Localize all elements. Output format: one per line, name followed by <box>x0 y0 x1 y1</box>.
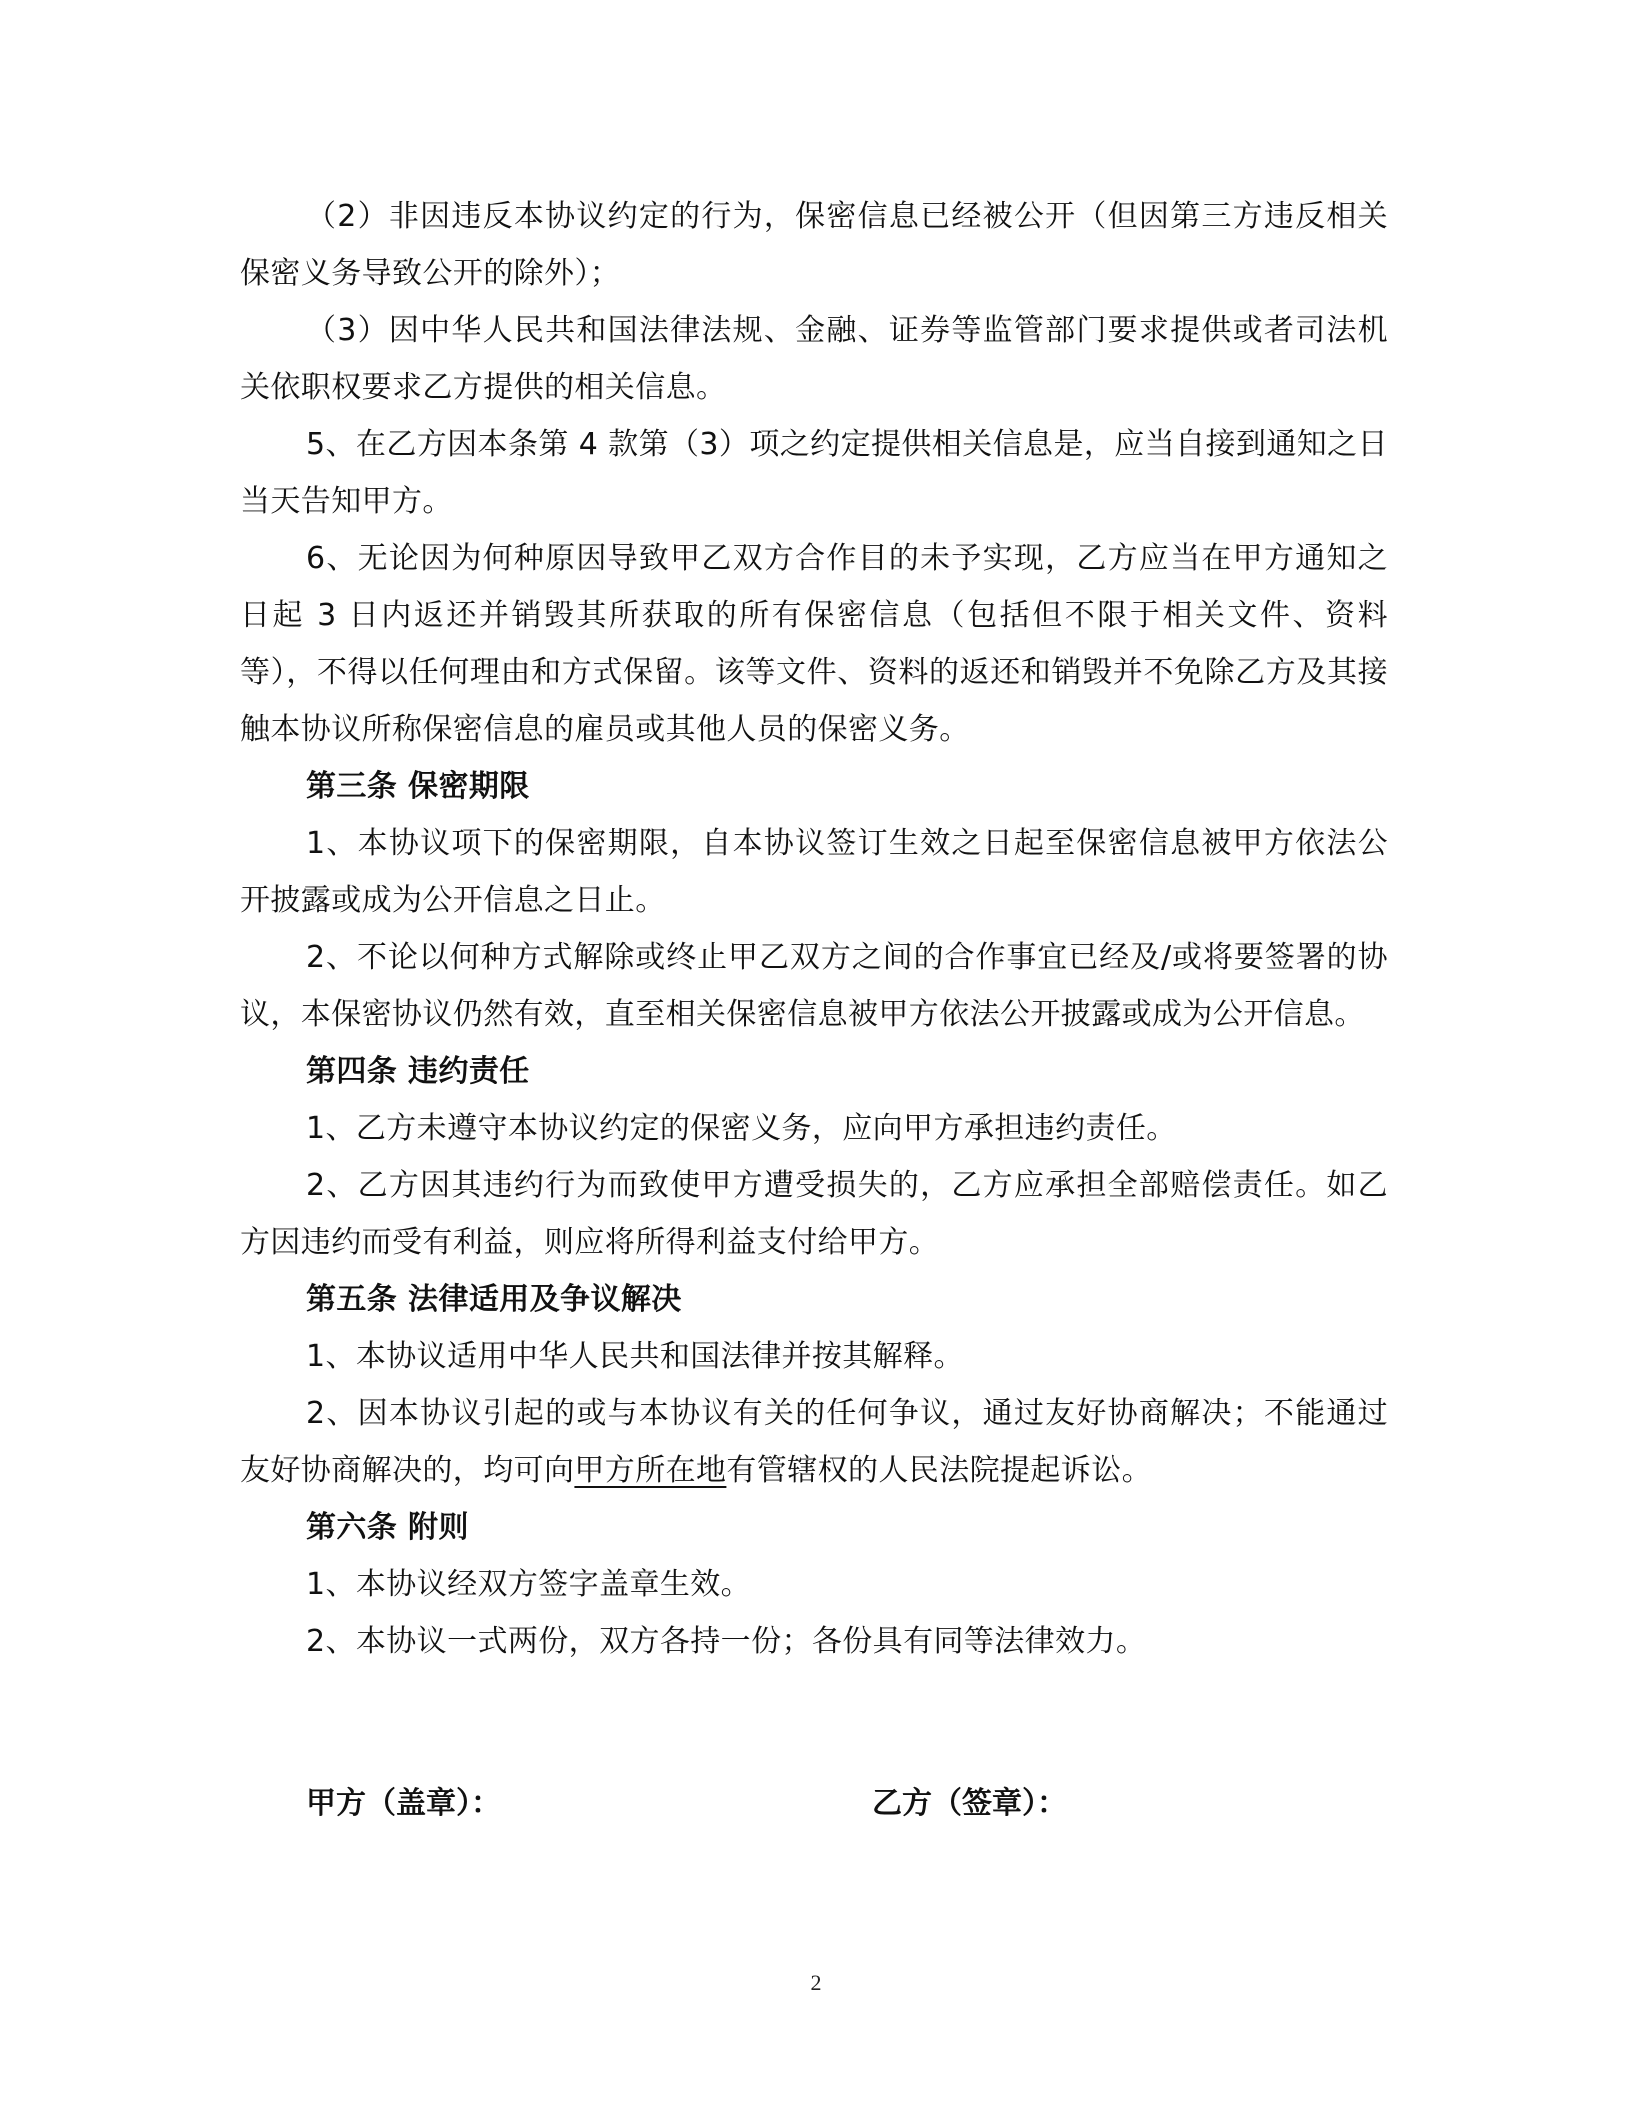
section-heading: 第四条 违约责任 <box>306 1054 530 1089</box>
clause-paragraph: 5、在乙方因本条第 4 款第（3）项之约定提供相关信息是，应当自接到通知之日当天告知甲方。 <box>240 427 1388 519</box>
dispute-resolution-paragraph <box>240 1385 1388 1499</box>
clause-paragraph: 1、乙方未遵守本协议约定的保密义务，应向甲方承担违约责任。 <box>306 1111 1177 1146</box>
section-heading: 第三条 保密期限 <box>306 769 530 804</box>
signature-row <box>306 1778 1306 1838</box>
party-a-seal-label: 甲方（盖章）： <box>306 1786 501 1821</box>
clause-paragraph: 1、本协议项下的保密期限，自本协议签订生效之日起至保密信息被甲方依法公开披露或成为公开信息之日止。 <box>240 826 1388 918</box>
dispute-underlined-text: 甲方所在地 <box>574 1453 727 1488</box>
clause-paragraph: 2、不论以何种方式解除或终止甲乙双方之间的合作事宜已经及/或将要签署的协议，本保密协议仍然有效，直至相关保密信息被甲方依法公开披露或成为公开信息。 <box>240 940 1388 1032</box>
dispute-text-after: 有管辖权的人民法院提起诉讼。 <box>726 1453 1153 1488</box>
clause-paragraph: （3）因中华人民共和国法律法规、金融、证券等监管部门要求提供或者司法机关依职权要求乙方提供的相关信息。 <box>240 313 1388 405</box>
page-number: 2 <box>810 1970 822 1995</box>
clause-paragraph: （2）非因违反本协议约定的行为，保密信息已经被公开（但因第三方违反相关保密义务导致公开的除外）； <box>240 199 1388 291</box>
clause-paragraph: 1、本协议经双方签字盖章生效。 <box>306 1567 752 1602</box>
clause-paragraph: 6、无论因为何种原因导致甲乙双方合作目的未予实现，乙方应当在甲方通知之日起 3 日内返还并销毁其所获取的所有保密信息（包括但不限于相关文件、资料等），不得以任何理由和方式保留。该等文件、资料的返还和销毁并不免除乙方及其接触本协议所称保密信息的雇员或其他人员的保密义务。 <box>240 541 1388 747</box>
clause-paragraph: 2、本协议一式两份，双方各持一份；各份具有同等法律效力。 <box>306 1624 1147 1659</box>
party-b-signature-label: 乙方（签章）： <box>872 1786 1067 1821</box>
paragraph-group-bottom <box>240 1499 1388 1670</box>
document-body <box>240 188 1388 1670</box>
section-heading: 第五条 法律适用及争议解决 <box>306 1282 682 1317</box>
dispute-text-before: 2、因本协议引起的或与本协议有关的任何争议，通过友好协商解决；不能通过友好协商解决的，均可向 <box>240 1396 1388 1488</box>
clause-paragraph: 2、乙方因其违约行为而致使甲方遭受损失的，乙方应承担全部赔偿责任。如乙方因违约而受有利益，则应将所得利益支付给甲方。 <box>240 1168 1388 1260</box>
clause-paragraph: 1、本协议适用中华人民共和国法律并按其解释。 <box>306 1339 964 1374</box>
section-heading: 第六条 附则 <box>306 1510 469 1545</box>
paragraph-group-top <box>240 188 1388 1385</box>
